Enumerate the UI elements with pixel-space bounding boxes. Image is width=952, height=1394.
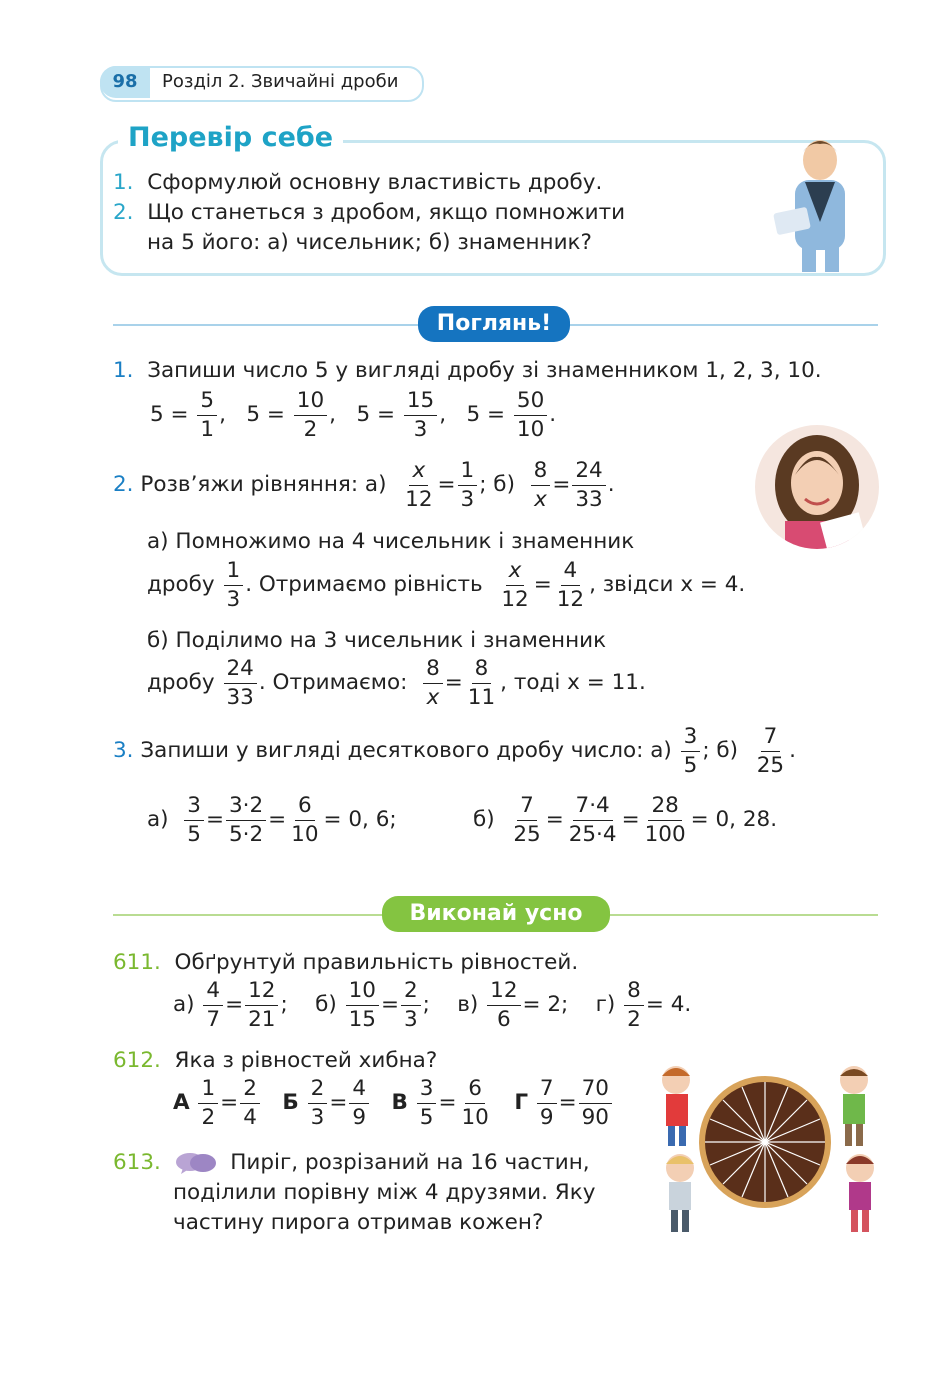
- fraction: $\frac{50}{10}$: [514, 390, 547, 440]
- fraction: $\frac{10}{15}$: [346, 980, 379, 1030]
- fraction: $\frac{10}{2}$: [294, 390, 327, 440]
- look-ex3-text: 3. Запиши у вигляді десяткового дробу число: а) $\frac{3}{5}$ ; б) $\frac{7}{25}$ .: [113, 724, 796, 778]
- task-613-line2: поділили порівну між 4 друзями. Яку: [173, 1180, 596, 1205]
- fraction: $\frac{2}{3}$: [401, 980, 421, 1030]
- task-611-parts: а) $\frac{4}{7}$ = $\frac{12}{21}$ ; б) $\frac{10}{15}$ = $\frac{2}{3}$ ; в) $\frac{12}{6}$ = 2; г) $\frac{8}{2}$ = 4.: [173, 978, 692, 1032]
- look-ex1-text: 1. Запиши число 5 у вигляді дробу зі знаменником 1, 2, 3, 10.: [113, 358, 822, 383]
- fraction: $\frac{8}{x}$: [531, 460, 551, 510]
- fraction: $\frac{4}{9}$: [349, 1078, 369, 1128]
- check-item-2-line2: на 5 його: а) чисельник; б) знаменник?: [147, 230, 592, 255]
- look-ex2-a-line1: а) Помножимо на 4 чисельник і знаменник: [147, 529, 635, 554]
- check-item-2: 2. Що станеться з дробом, якщо помножити: [113, 200, 626, 225]
- look-ex2-b-line1: б) Поділимо на 3 чисельник і знаменник: [147, 628, 607, 653]
- fraction: $\frac{70}{90}$: [579, 1078, 612, 1128]
- task-613-line1: 613. Пиріг, розрізаний на 16 частин,: [113, 1150, 590, 1175]
- oral-badge: Виконай усно: [382, 896, 610, 932]
- fraction: $\frac{8}{x}$: [423, 658, 443, 708]
- boy-illustration: [770, 132, 870, 272]
- page-number: 98: [112, 71, 138, 92]
- look-ex1-formulas: 5 = $\frac{5}{1}$ , 5 = $\frac{10}{2}$ , 5 = $\frac{15}{3}$ , 5 = $\frac{50}{10}$ .: [150, 388, 557, 442]
- fraction: $\frac{7}{9}$: [537, 1078, 557, 1128]
- fraction: $\frac{4}{7}$: [203, 980, 223, 1030]
- look-ex3-solution-a: а) $\frac{3}{5}$ = $\frac{3\cdot 2}{5\cdot 2}$ = $\frac{6}{10}$ = 0, 6;: [147, 793, 397, 847]
- fraction: $\frac{28}{100}$: [644, 793, 686, 847]
- fraction: $\frac{8}{2}$: [624, 980, 644, 1030]
- fraction: $\frac{8}{11}$: [467, 656, 496, 710]
- look-ex3-solution-b: б) $\frac{7}{25}$ = $\frac{7\cdot 4}{25\cdot 4}$ = $\frac{28}{100}$ = 0, 28.: [473, 793, 778, 847]
- fraction: $\frac{6}{10}$: [291, 793, 319, 847]
- kid-top-left: [662, 1066, 690, 1146]
- task-613-line3: частину пирога отримав кожен?: [173, 1210, 544, 1235]
- fraction: $\frac{6}{10}$: [461, 1076, 489, 1130]
- fraction: $\frac{2}{4}$: [240, 1078, 260, 1128]
- fraction: $\frac{15}{3}$: [404, 390, 437, 440]
- fraction: $\frac{12}{21}$: [245, 980, 278, 1030]
- fraction: $\frac{1}{2}$: [198, 1078, 218, 1128]
- fraction: $\frac{4}{12}$: [556, 558, 585, 612]
- task-611-text: 611. Обґрунтуй правильність рівностей.: [113, 950, 579, 975]
- look-badge: Поглянь!: [418, 306, 570, 342]
- fraction: $\frac{7}{25}$: [513, 793, 541, 847]
- fraction: $\frac{24}{33}$: [224, 658, 257, 708]
- look-ex2-a-line2: дробу $\frac{1}{3}$ . Отримаємо рівність $\frac{x}{12}$ = $\frac{4}{12}$ , звідси x = 4.: [147, 558, 746, 612]
- kid-bottom-right: [846, 1154, 874, 1232]
- fraction: $\frac{1}{3}$: [458, 460, 478, 510]
- check-yourself-title: Перевір себе: [118, 118, 343, 158]
- fraction: $\frac{3\cdot 2}{5\cdot 2}$: [226, 795, 266, 845]
- fraction: $\frac{1}{3}$: [224, 560, 244, 610]
- fraction: $\frac{5}{1}$: [197, 390, 217, 440]
- pie-kids-illustration: [650, 1060, 880, 1235]
- look-ex2-b-line2: дробу $\frac{24}{33}$ . Отримаємо: $\frac{8}{x}$ = $\frac{8}{11}$ , тоді x = 11.: [147, 656, 646, 710]
- fraction: $\frac{2}{3}$: [308, 1078, 328, 1128]
- fraction: $\frac{3}{5}$: [681, 726, 701, 776]
- girl-illustration: [755, 425, 879, 549]
- section-title: Розділ 2. Звичайні дроби: [162, 71, 399, 92]
- fraction: $\frac{24}{33}$: [572, 460, 605, 510]
- kid-bottom-left: [666, 1154, 694, 1232]
- task-612-options: А $\frac{1}{2}$ = $\frac{2}{4}$ Б $\frac{2}{3}$ = $\frac{4}{9}$ В $\frac{3}{5}$ = $\frac{6}{10}$ Г $\frac{7}{9}$ = $\frac{70}{90}$: [173, 1078, 614, 1128]
- check-item-1: 1. Сформулюй основну властивість дробу.: [113, 170, 603, 195]
- fraction: $\frac{x}{12}$: [405, 458, 433, 512]
- task-612-text: 612. Яка з рівностей хибна?: [113, 1048, 438, 1073]
- fraction: $\frac{3}{5}$: [184, 795, 204, 845]
- fraction: $\frac{7}{25}$: [756, 724, 785, 778]
- fraction: $\frac{3}{5}$: [417, 1078, 437, 1128]
- discussion-icon: [175, 1152, 217, 1174]
- fraction: $\frac{12}{6}$: [487, 980, 520, 1030]
- kid-top-right: [840, 1066, 868, 1146]
- look-ex2-text: 2. Розв’яжи рівняння: а) $\frac{x}{12}$ = $\frac{1}{3}$ ; б) $\frac{8}{x}$ = $\frac{24}{33}$ .: [113, 458, 615, 512]
- fraction: $\frac{7\cdot 4}{25\cdot 4}$: [568, 793, 617, 847]
- fraction: $\frac{x}{12}$: [501, 558, 529, 612]
